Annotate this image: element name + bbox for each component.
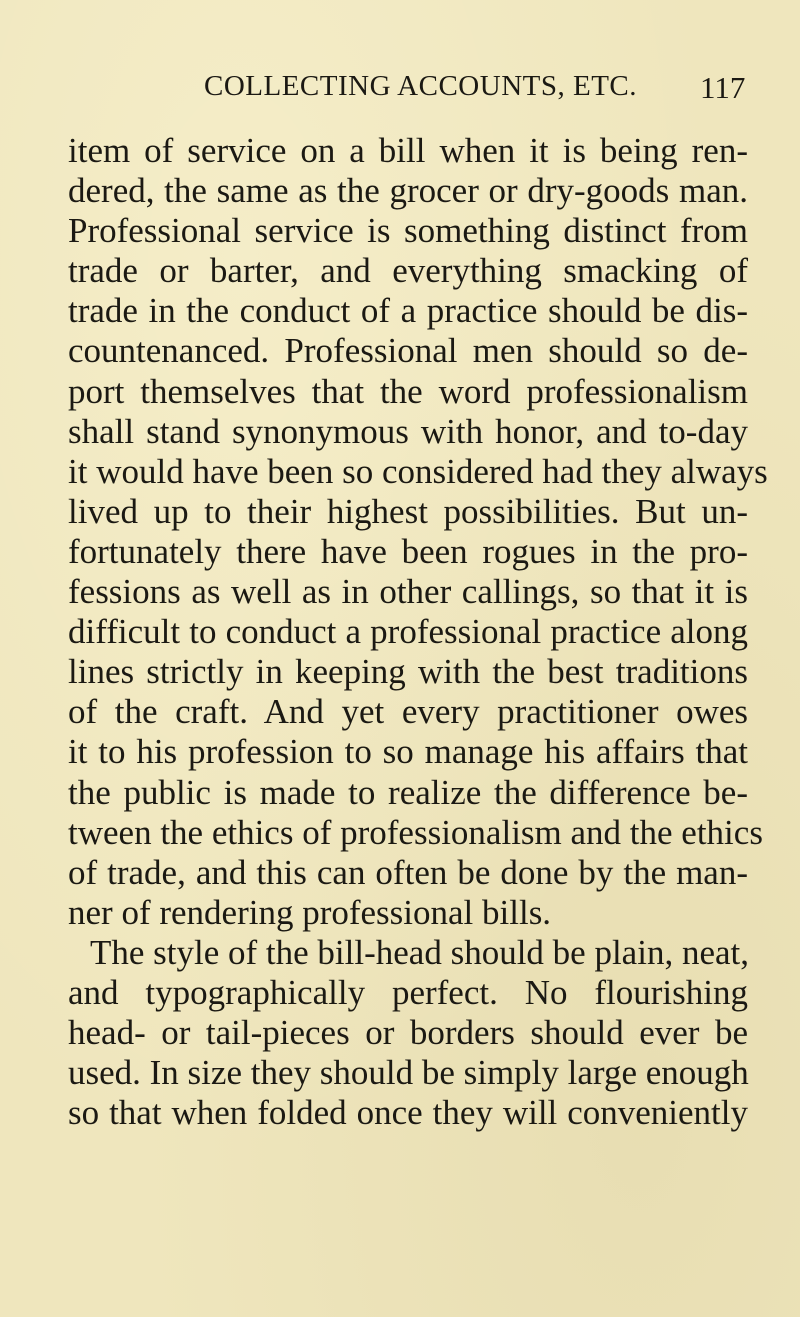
- text-line: shall stand synonymous with honor, and to-day: [68, 411, 748, 451]
- text-line: Professional service is something distinct from: [68, 211, 748, 251]
- running-head: [0, 66, 800, 106]
- text-line: lines strictly in keeping with the best traditions: [68, 652, 748, 692]
- text-line: used. In size they should be simply large enough: [68, 1053, 749, 1093]
- text-line: difficult to conduct a professional practice along: [68, 612, 748, 652]
- page-number: 117: [700, 70, 746, 105]
- text-line: dered, the same as the grocer or dry-goods man.: [68, 171, 748, 211]
- text-line: port themselves that the word professionalism: [68, 371, 748, 411]
- text-line: it would have been so considered had they always: [68, 451, 768, 491]
- text-line: trade or barter, and everything smacking of: [68, 251, 748, 291]
- text-line: item of service on a bill when it is being ren-: [68, 131, 748, 170]
- text-line: trade in the conduct of a practice should be dis-: [68, 291, 748, 331]
- text-line: countenanced. Professional men should so de-: [68, 331, 748, 371]
- paragraph-last-line: ner of rendering professional bills.: [68, 892, 552, 932]
- text-line: of trade, and this can often be done by the man-: [68, 852, 748, 892]
- running-title: COLLECTING ACCOUNTS, ETC.: [204, 70, 637, 102]
- text-line: fortunately there have been rogues in the pro-: [68, 531, 748, 571]
- text-line: and typographically perfect. No flourishing: [68, 972, 748, 1012]
- text-line: so that when folded once they will conveniently: [68, 1093, 748, 1133]
- text-line: tween the ethics of professionalism and the ethics: [68, 812, 763, 852]
- text-line: the public is made to realize the difference be-: [68, 772, 748, 812]
- text-line: lived up to their highest possibilities. But un-: [68, 491, 748, 531]
- text-line: head- or tail-pieces or borders should ever be: [68, 1013, 748, 1053]
- text-line: of the craft. And yet every practitioner owes: [68, 692, 748, 732]
- body-text: [68, 131, 768, 1133]
- text-line: it to his profession to so manage his affairs that: [68, 732, 748, 772]
- text-line: fessions as well as in other callings, so that it is: [68, 572, 748, 612]
- paragraph-first-line: The style of the bill-head should be plain, neat,: [90, 932, 749, 972]
